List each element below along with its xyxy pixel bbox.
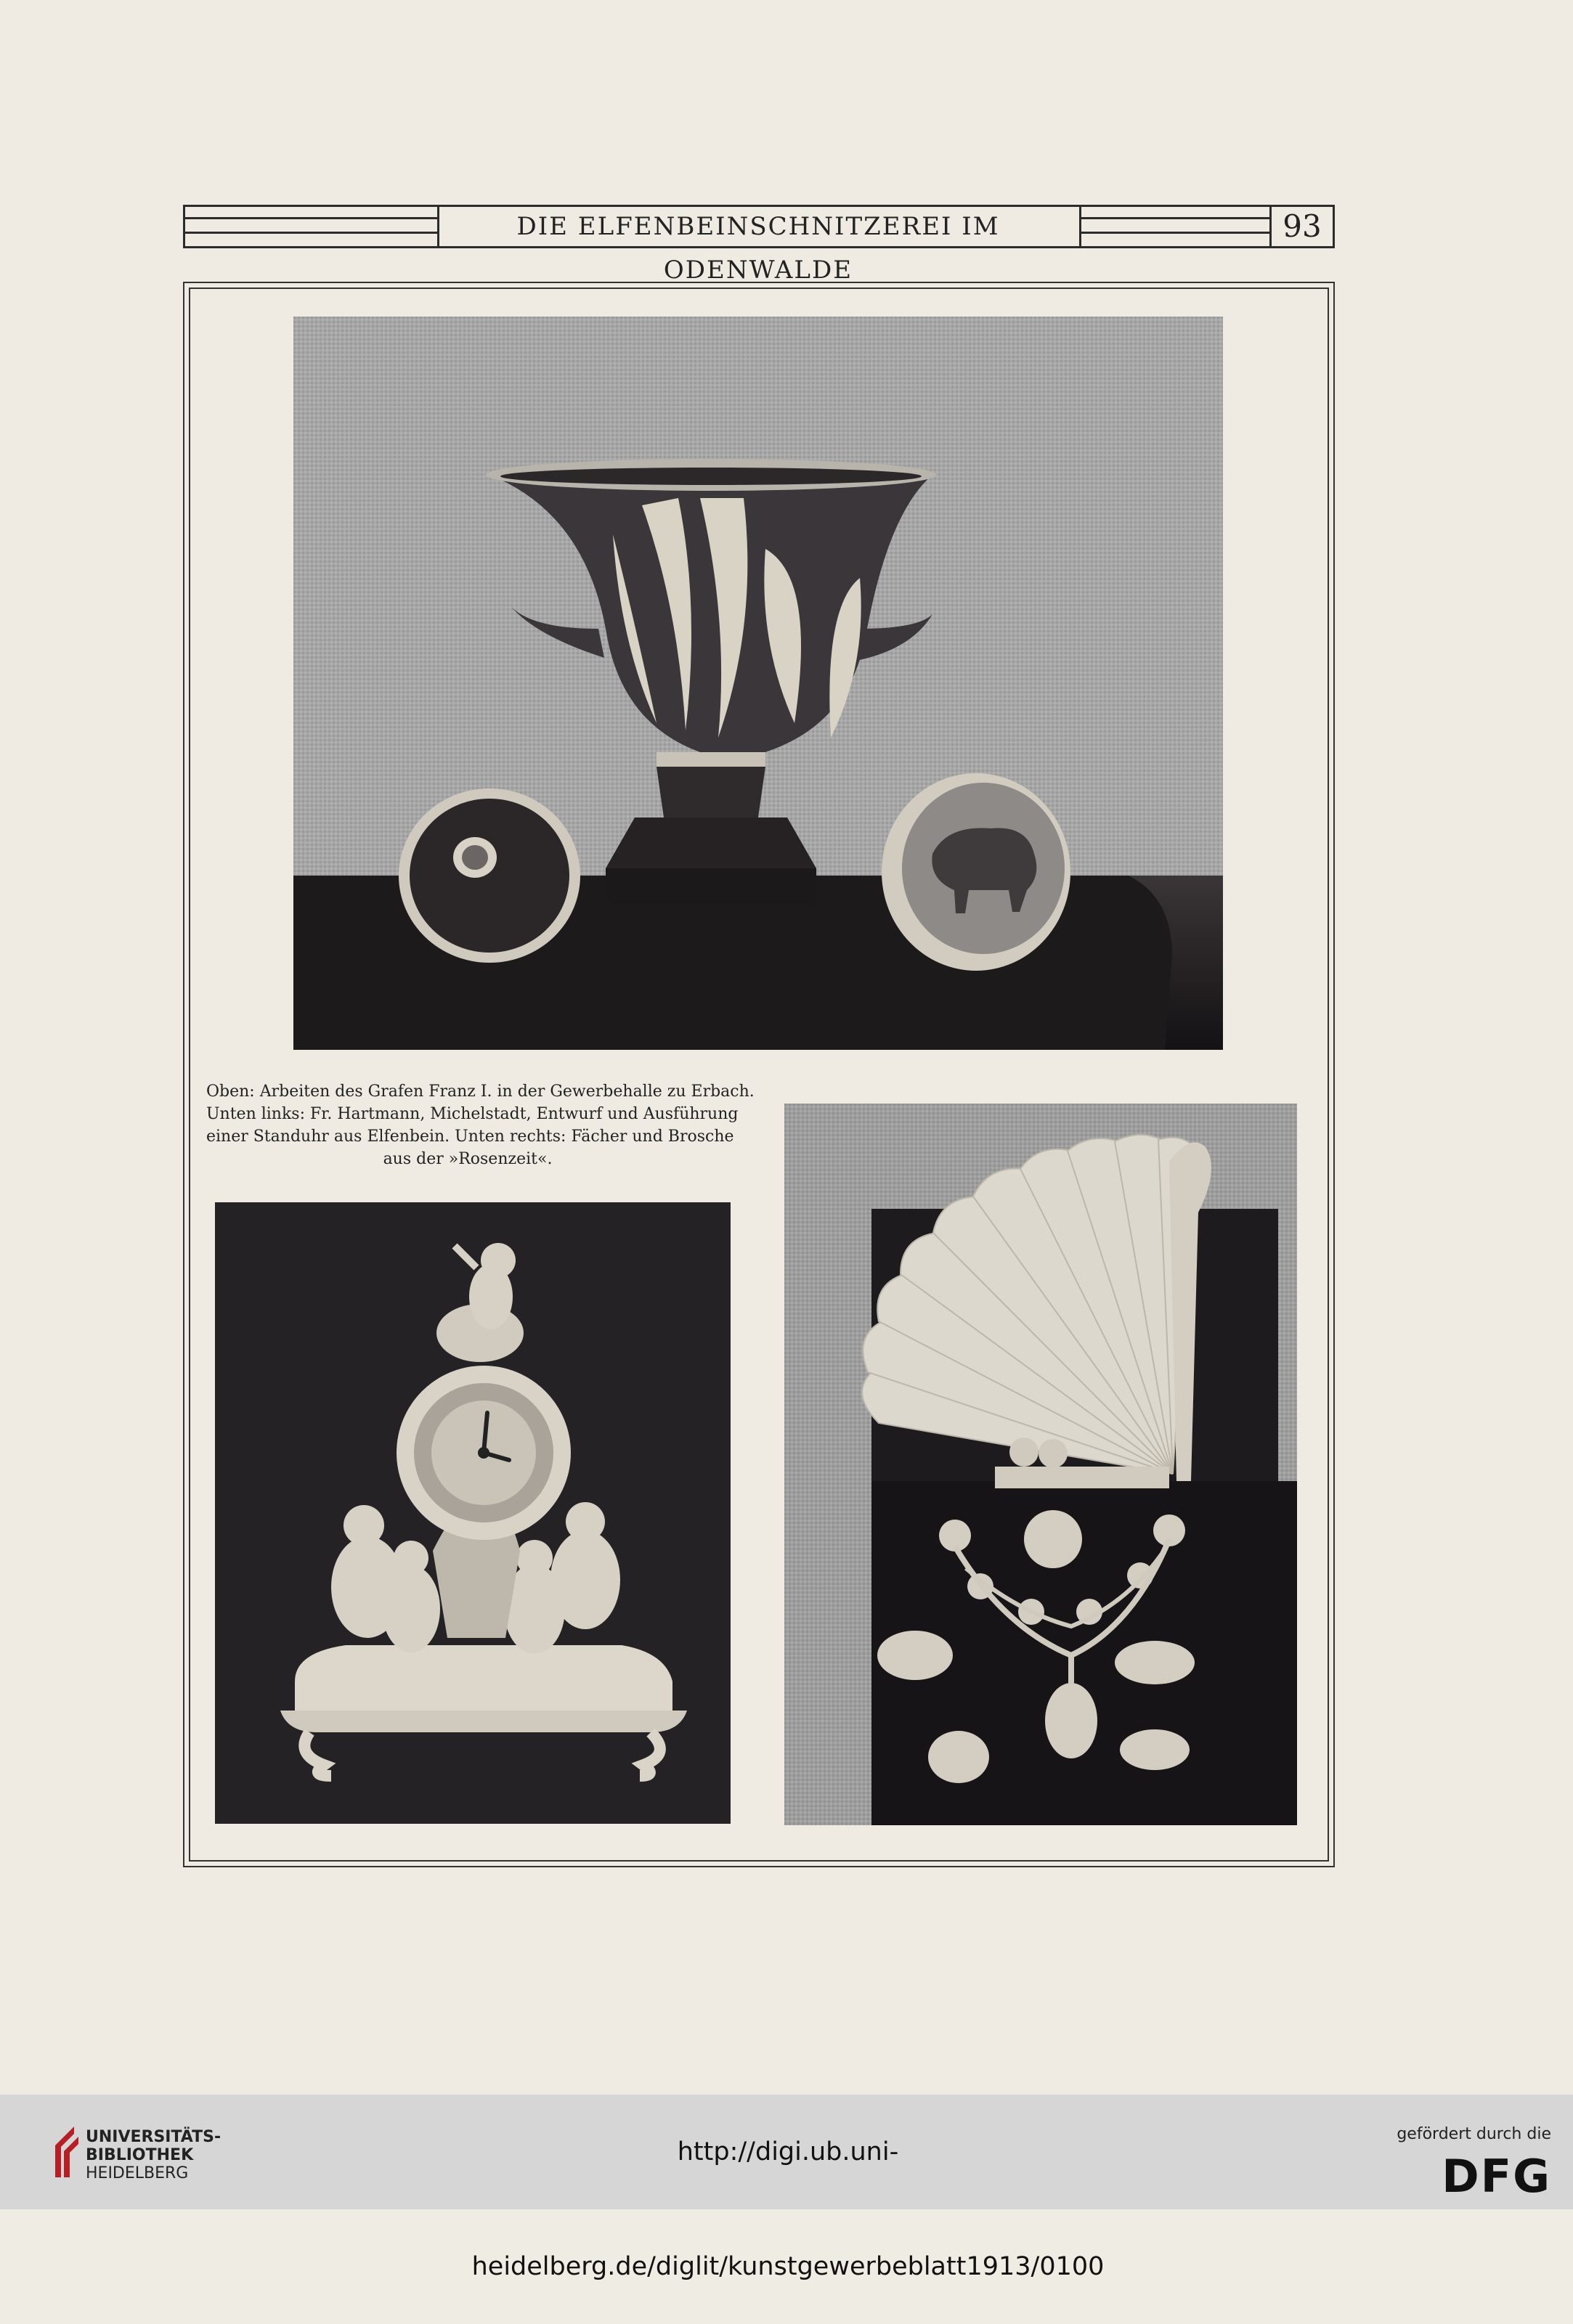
library-name-line: BIBLIOTHEK <box>86 2146 194 2164</box>
library-logo-icon <box>52 2124 81 2180</box>
dfg-logo: DFG <box>1442 2150 1551 2203</box>
footer-bar <box>0 2095 1573 2281</box>
library-name-line: UNIVERSITÄTS- <box>86 2128 221 2146</box>
page-number: 93 <box>1283 208 1322 244</box>
header-rule <box>183 232 437 234</box>
funding-note: gefördert durch die <box>1397 2125 1551 2143</box>
library-name <box>86 2128 221 2182</box>
photo-vase-and-boxes <box>293 317 1223 1050</box>
photo-ivory-clock <box>215 1202 731 1824</box>
caption-line: einer Standuhr aus Elfenbein. Unten rechts: Fächer und Brosche <box>206 1128 734 1146</box>
fan-photo-drawing <box>784 1104 1297 1825</box>
caption-line: Unten links: Fr. Hartmann, Michelstadt, Entwurf und Ausführung <box>206 1105 739 1123</box>
running-header <box>183 205 1335 285</box>
header-rule <box>183 217 437 219</box>
source-url[interactable]: http://digi.ub.uni-heidelberg.de/diglit/kunstgewerbeblatt1913/0100 <box>471 2137 1105 2281</box>
photo-fan-and-brooch <box>784 1104 1297 1825</box>
figure-caption <box>206 1080 755 1170</box>
header-divider <box>1079 205 1081 248</box>
page-title: DIE ELFENBEINSCHNITZEREI IM ODENWALDE <box>516 212 1000 285</box>
caption-line: aus der »Rosenzeit«. <box>383 1150 553 1168</box>
vase-photo-drawing <box>293 317 1223 1050</box>
library-name-line: HEIDELBERG <box>86 2164 189 2182</box>
clock-photo-drawing <box>215 1202 731 1824</box>
caption-line: Oben: Arbeiten des Grafen Franz I. in der Gewerbehalle zu Erbach. <box>206 1083 755 1101</box>
header-rule <box>1079 232 1269 234</box>
header-rule <box>1079 217 1269 219</box>
